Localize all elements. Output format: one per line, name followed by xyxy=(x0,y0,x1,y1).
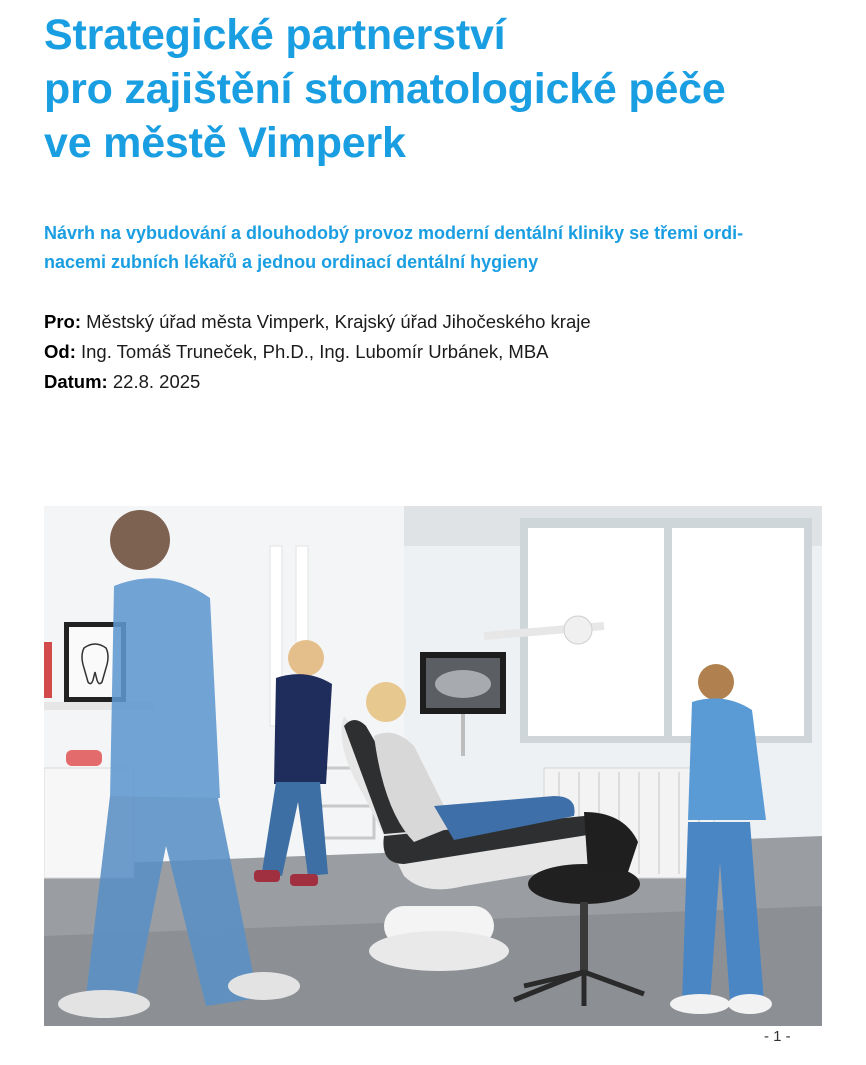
title-line-1: Strategické partnerství xyxy=(44,11,506,59)
dental-clinic-photo xyxy=(44,506,822,1026)
meta-sender xyxy=(44,337,591,367)
dental-clinic-illustration xyxy=(44,506,822,1026)
meta-sender-label: Od: xyxy=(44,341,76,362)
meta-date xyxy=(44,367,591,397)
title-line-3: ve městě Vimperk xyxy=(44,119,406,167)
meta-date-value: 22.8. 2025 xyxy=(112,371,201,392)
document-meta xyxy=(44,307,591,397)
meta-recipient-label: Pro: xyxy=(44,311,81,332)
meta-recipient xyxy=(44,307,591,337)
document-title xyxy=(44,8,726,170)
meta-recipient-value: Městský úřad města Vimperk, Krajský úřad Jihočeského kraje xyxy=(86,311,591,332)
subtitle-line-1: Návrh na vybudování a dlouhodobý provoz moderní dentální kliniky se třemi ordi- xyxy=(44,223,744,243)
document-subtitle xyxy=(44,219,814,277)
page-number: - 1 - xyxy=(764,1028,791,1045)
title-line-2: pro zajištění stomatologické péče xyxy=(44,65,726,113)
meta-sender-value: Ing. Tomáš Truneček, Ph.D., Ing. Lubomír Urbánek, MBA xyxy=(81,341,549,362)
subtitle-line-2: nacemi zubních lékařů a jednou ordinací dentální hygieny xyxy=(44,252,539,272)
meta-date-label: Datum: xyxy=(44,371,108,392)
